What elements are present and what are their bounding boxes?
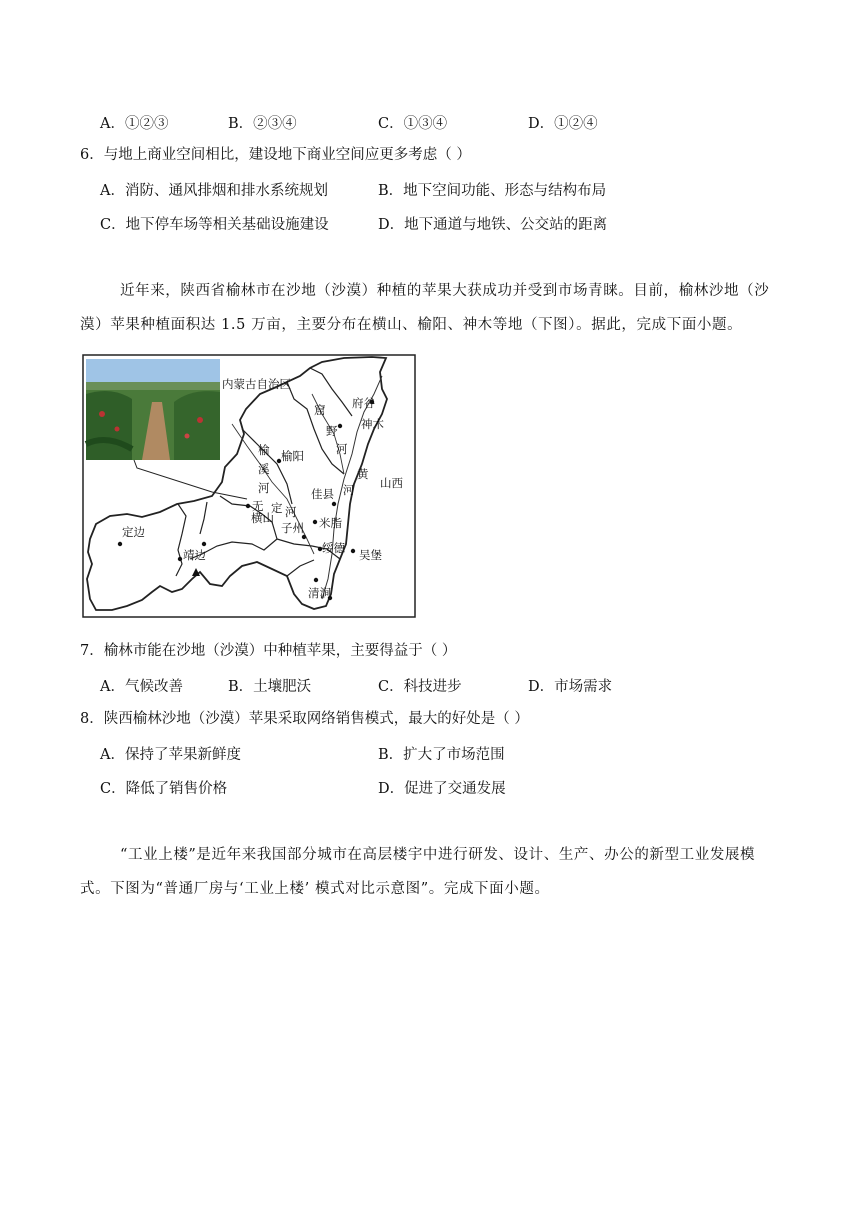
label-hengshan: 横山 <box>251 511 274 525</box>
q6-option-b: B．地下空间功能、形态与结构布局 <box>378 183 607 199</box>
label-zizhou: 子州 <box>281 521 304 535</box>
q6-stem: 6．与地上商业空间相比，建设地下商业空间应更多考虑（ ） <box>80 147 471 163</box>
label-qingjian: 清涧 <box>308 586 331 600</box>
q8-option-a: A．保持了苹果新鲜度 <box>100 747 241 763</box>
label-wu: 无 <box>252 499 264 513</box>
label-he1: 河 <box>336 442 348 456</box>
label-shenmu: 神木 <box>361 417 384 431</box>
label-huang: 黄 <box>357 467 369 481</box>
q5-option-a: A．①②③ <box>100 116 169 132</box>
label-inner-mongolia: 内蒙古自治区 <box>222 377 291 391</box>
q5-option-c: C．①③④ <box>378 116 448 132</box>
label-wubao: 吴堡 <box>359 548 382 562</box>
label-ye: 野 <box>326 424 338 438</box>
q7-stem: 7．榆林市能在沙地（沙漠）中种植苹果，主要得益于（ ） <box>80 643 457 659</box>
q8-option-b: B．扩大了市场范围 <box>378 747 505 763</box>
label-xi: 溪 <box>258 462 270 476</box>
label-yuyang: 榆阳 <box>281 449 304 463</box>
q5-option-b: B．②③④ <box>228 116 297 132</box>
passage-industry-upstairs: “工业上楼”是近年来我国部分城市在高层楼宇中进行研发、设计、生产、办公的新型工业发展模式。下图为“普通厂房与‘工业上楼’ 模式对比示意图”。完成下面小题。 <box>80 847 756 897</box>
label-shanxi: 山西 <box>380 476 403 490</box>
label-he2: 河 <box>258 481 270 495</box>
label-fugu: 府谷 <box>352 396 375 410</box>
label-jingbian: 靖边 <box>183 548 206 562</box>
q8-option-c: C．降低了销售价格 <box>100 781 228 797</box>
q7-option-a: A．气候改善 <box>100 679 183 695</box>
label-mizhi: 米脂 <box>319 516 342 530</box>
q5-option-d: D．①②④ <box>528 116 598 132</box>
q8-stem: 8．陕西榆林沙地（沙漠）苹果采取网络销售模式，最大的好处是（ ） <box>80 711 529 727</box>
q8-option-d: D．促进了交通发展 <box>378 781 506 797</box>
label-yu: 榆 <box>258 443 270 457</box>
label-he3: 河 <box>343 483 355 497</box>
orchard-photo <box>86 359 220 460</box>
label-ku: 窟 <box>314 403 326 417</box>
q7-option-c: C．科技进步 <box>378 679 462 695</box>
q6-option-d: D．地下通道与地铁、公交站的距离 <box>378 217 608 233</box>
yulin-map-figure <box>82 354 416 618</box>
label-suide: 绥德 <box>322 541 345 555</box>
q7-option-d: D．市场需求 <box>528 679 613 695</box>
q6-option-c: C．地下停车场等相关基础设施建设 <box>100 217 329 233</box>
label-he4: 河 <box>285 505 297 519</box>
passage-yulin-apples: 近年来，陕西省榆林市在沙地（沙漠）种植的苹果大获成功并受到市场青睐。目前，榆林沙地（沙漠）苹果种植面积达 1.5 万亩，主要分布在横山、榆阳、神木等地（下图）。据此，完成下面小题。 <box>80 283 770 333</box>
label-jiaxian: 佳县 <box>311 487 334 501</box>
label-ding: 定 <box>271 501 283 515</box>
q6-option-a: A．消防、通风排烟和排水系统规划 <box>100 183 328 199</box>
q7-option-b: B．土壤肥沃 <box>228 679 312 695</box>
label-dingbian: 定边 <box>122 525 145 539</box>
